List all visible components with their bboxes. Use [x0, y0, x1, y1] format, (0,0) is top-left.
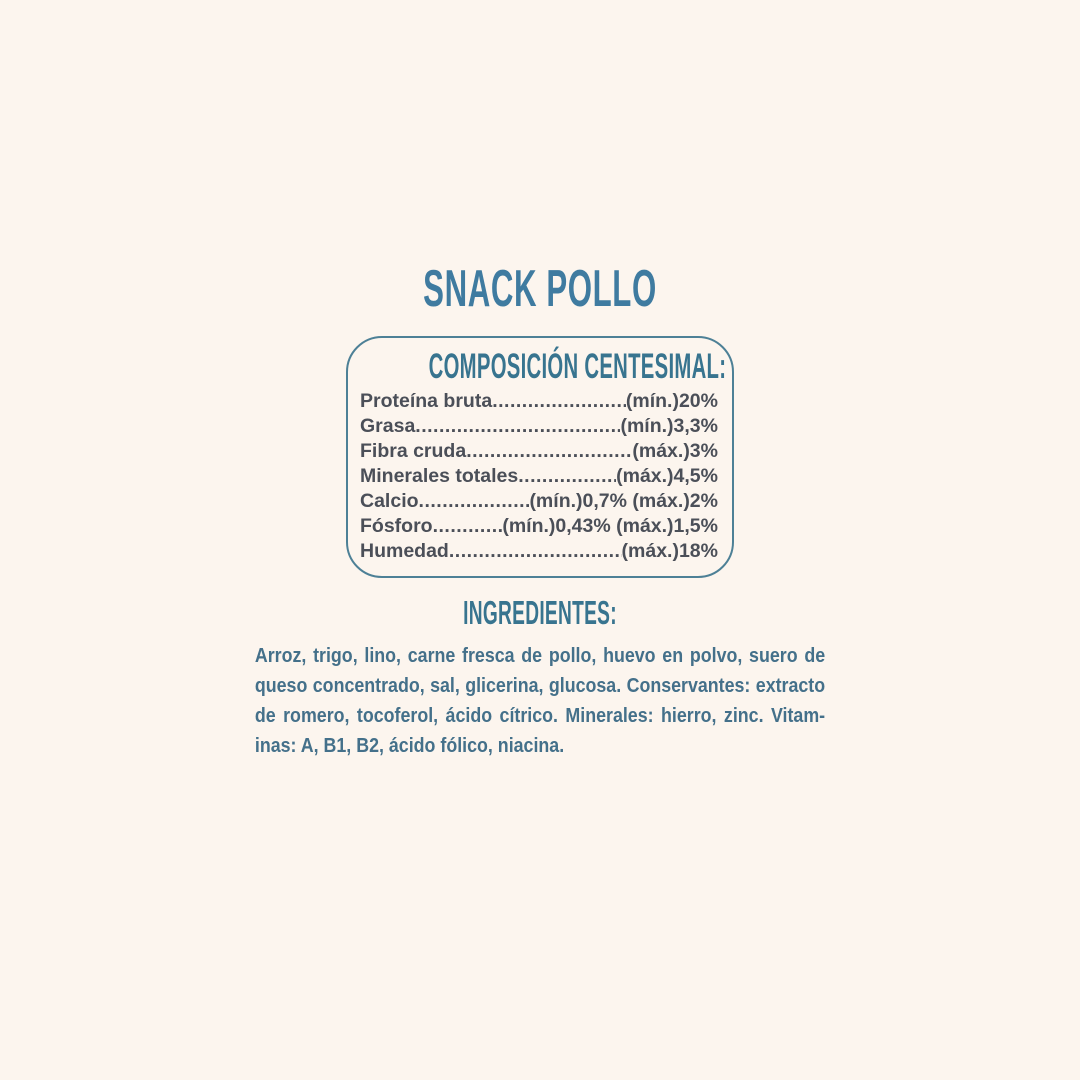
composition-row	[360, 414, 718, 439]
ingredients-heading: INGREDIENTES:	[463, 594, 617, 631]
nutrient-label: Proteína bruta	[360, 390, 493, 412]
dot-leader	[415, 414, 620, 439]
composition-row	[360, 389, 718, 414]
nutrient-label: Humedad	[360, 540, 449, 562]
dot-leader	[492, 389, 626, 414]
dot-leader	[433, 514, 503, 539]
nutrient-label: Fibra cruda	[360, 440, 467, 462]
nutrient-label: Fósforo	[360, 515, 433, 537]
ingredients-line: Arroz, trigo, lino, carne fresca de pollo, huevo en polvo, suero de	[254, 645, 826, 667]
nutrient-label: Minerales totales	[360, 465, 519, 487]
composition-row	[360, 439, 718, 464]
ingredients-line: de romero, tocoferol, ácido cítrico. Minerales: hierro, zinc. Vitam-	[254, 705, 826, 727]
nutrient-value: (mín.)3,3%	[620, 415, 718, 437]
composition-row	[360, 489, 718, 514]
composition-rows	[348, 389, 732, 564]
ingredients-line: queso concentrado, sal, glicerina, glucosa. Conservantes: extracto	[254, 675, 826, 697]
nutrient-value: (mín.)0,7% (máx.)2%	[529, 490, 718, 512]
composition-row	[360, 464, 718, 489]
dot-leader	[419, 489, 530, 514]
nutrient-value: (máx.)3%	[632, 440, 718, 462]
nutrient-value: (máx.)4,5%	[616, 465, 718, 487]
dot-leader	[466, 439, 632, 464]
composition-box	[346, 336, 734, 578]
nutrient-value: (mín.)0,43% (máx.)1,5%	[502, 515, 718, 537]
ingredients-line: inas: A, B1, B2, ácido fólico, niacina.	[254, 735, 565, 757]
nutrient-value: (máx.)18%	[621, 540, 718, 562]
ingredients-paragraph	[255, 641, 825, 761]
composition-heading: COMPOSICIÓN CENTESIMAL:	[428, 347, 727, 386]
dot-leader	[449, 539, 622, 564]
nutrient-label: Grasa	[360, 415, 416, 437]
nutrient-value: (mín.)20%	[625, 390, 718, 412]
nutrient-label: Calcio	[360, 490, 419, 512]
dot-leader	[518, 464, 616, 489]
composition-row	[360, 514, 718, 539]
composition-row	[360, 539, 718, 564]
product-title: SNACK POLLO	[423, 260, 657, 318]
